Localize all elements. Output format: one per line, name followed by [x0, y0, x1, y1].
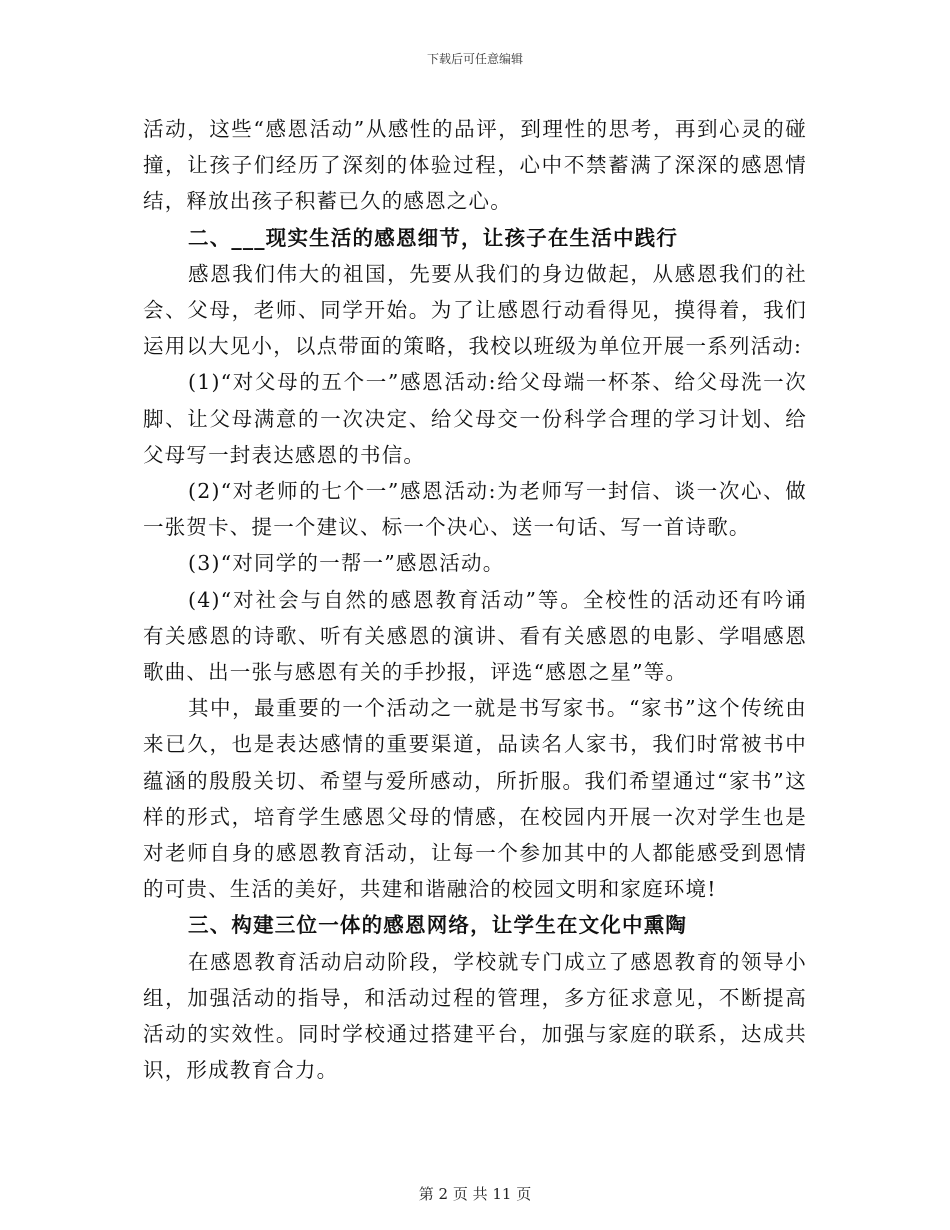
list-item-classmates: (3)“对同学的一帮一”感恩活动。 [188, 551, 505, 576]
paragraph: 感恩我们伟大的祖国，先要从我们的身边做起，从感恩我们的社会、父母，老师、同学开始。为了让感恩行动看得见，摸得着，我们运用以大见小，以点带面的策略，我校以班级为单位开展一系列活动: [143, 261, 807, 359]
section-heading-two: 二、___现实生活的感恩细节，让孩子在生活中践行 [188, 225, 679, 250]
paragraph-family-letters: 其中，最重要的一个活动之一就是书写家书。“家书”这个传统由来已久，也是表达感情的重要渠道，品读名人家书，我们时常被书中蕴涵的殷殷关切、希望与爱所感动，所折服。我们希望通过“家书”这样的形式，培育学生感恩父母的情感，在校园内开展一次对学生也是对老师自身的感恩教育活动，让每一个参加其中的人都能感受到恩情的可贵、生活的美好，共建和谐融洽的校园文明和家庭环境! [143, 696, 807, 902]
list-item-society: (4)“对社会与自然的感恩教育活动”等。全校性的活动还有吟诵有关感恩的诗歌、听有关感恩的演讲、看有关感恩的电影、学唱感恩歌曲、出一张与感恩有关的手抄报，评选“感恩之星”等。 [143, 587, 807, 685]
document-body [143, 111, 807, 1088]
list-item-teachers: (2)“对老师的七个一”感恩活动:为老师写一封信、谈一次心、做一张贺卡、提一个建议、标一个决心、送一句话、写一首诗歌。 [143, 479, 807, 540]
section-heading-three: 三、构建三位一体的感恩网络，让学生在文化中熏陶 [188, 913, 688, 938]
page-header: 下载后可任意编辑 [426, 52, 523, 66]
list-item-parents: (1)“对父母的五个一”感恩活动:给父母端一杯茶、给父母洗一次脚、让父母满意的一次决定、给父母交一份科学合理的学习计划、给父母写一封表达感恩的书信。 [143, 370, 807, 467]
page-footer: 第 2 页 共 11 页 [418, 1185, 532, 1203]
paragraph: 在感恩教育活动启动阶段，学校就专门成立了感恩教育的领导小组，加强活动的指导，和活动过程的管理，多方征求意见，不断提高活动的实效性。同时学校通过搭建平台，加强与家庭的联系，达成共识，形成教育合力。 [143, 949, 807, 1083]
paragraph-continuation: 活动，这些“感恩活动”从感性的品评，到理性的思考，再到心灵的碰撞，让孩子们经历了深刻的体验过程，心中不禁蓄满了深深的感恩情结，释放出孩子积蓄已久的感恩之心。 [143, 117, 807, 214]
